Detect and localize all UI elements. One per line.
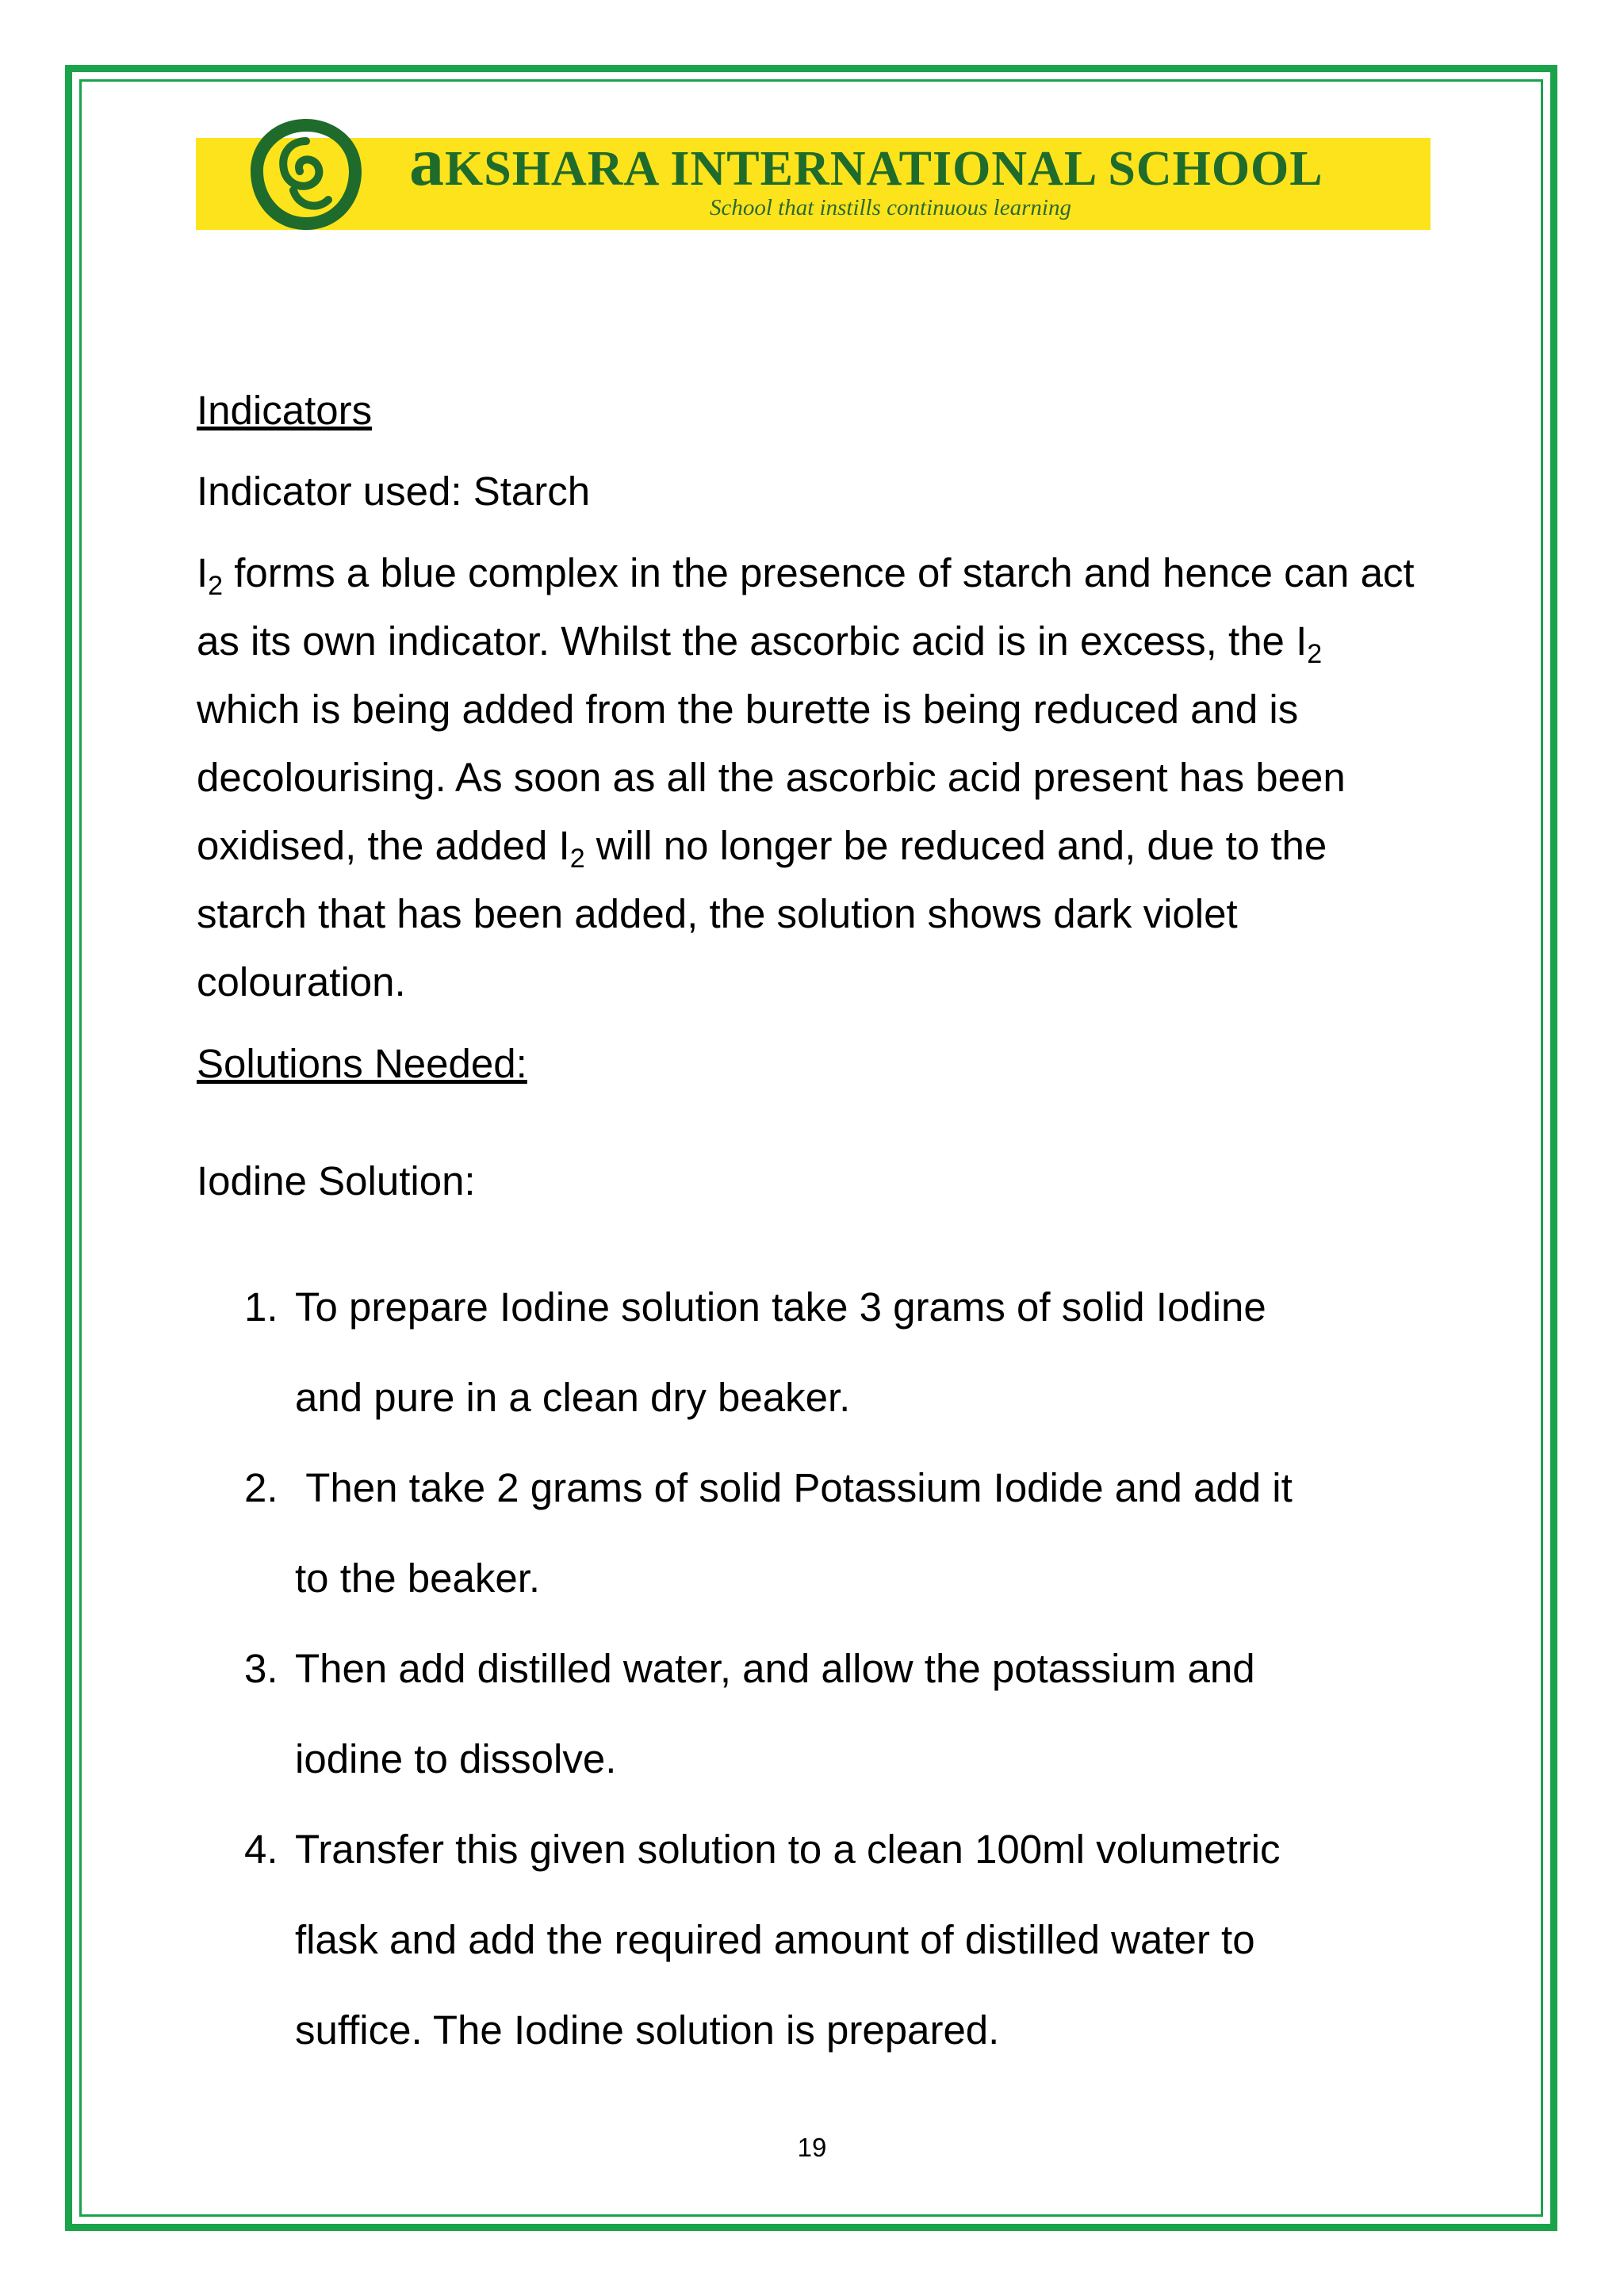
paragraph-text-3: will no longer be reduced and, due to the starch that has been added, the solution shows dark violet colouration. [197, 823, 1327, 1004]
list-item-line: to the beaker. [295, 1556, 541, 1601]
iodine-solution-label: Iodine Solution: [197, 1158, 476, 1203]
iodine-symbol: I [197, 550, 209, 595]
list-item-number: 3. [244, 1646, 278, 1691]
subscript-2: 2 [569, 844, 585, 874]
list-item-line: suffice. The Iodine solution is prepared. [295, 2007, 1000, 2053]
list-item-number: 1. [244, 1284, 278, 1330]
indicator-used-line: Indicator used: Starch [197, 469, 591, 514]
indicator-paragraph [197, 539, 1434, 1016]
list-item-line: Then take 2 grams of solid Potassium Iodide and add it [295, 1465, 1293, 1510]
subscript-2: 2 [208, 571, 224, 601]
list-item-line: flask and add the required amount of distilled water to [295, 1917, 1255, 1962]
paragraph-text-1: forms a blue complex in the presence of starch and hence can act as its own indicator. Whilst the ascorbic acid is in excess, the I [197, 550, 1415, 664]
list-item-number: 2. [244, 1465, 278, 1510]
list-item-line: Then add distilled water, and allow the potassium and [295, 1646, 1255, 1691]
list-item [197, 1624, 1434, 1804]
page-number: 19 [797, 2133, 827, 2162]
list-item-number: 4. [244, 1827, 278, 1872]
school-name-text: KSHARA INTERNATIONAL SCHOOL [445, 142, 1323, 196]
school-tagline: School that instills continuous learning [710, 195, 1071, 220]
list-item [197, 1804, 1434, 2076]
school-name [409, 124, 1323, 201]
indicators-heading: Indicators [197, 388, 373, 433]
solutions-heading: Solutions Needed: [197, 1041, 527, 1086]
steps-list [197, 1262, 1434, 2076]
subscript-2: 2 [1307, 639, 1323, 669]
list-item-line: Transfer this given solution to a clean 100ml volumetric [295, 1827, 1281, 1872]
list-item [197, 1443, 1434, 1624]
akshara-logo-icon [246, 114, 366, 235]
list-item [197, 1262, 1434, 1443]
list-item-line: iodine to dissolve. [295, 1736, 617, 1781]
page-content [197, 377, 1434, 2076]
list-item-line: and pure in a clean dry beaker. [295, 1375, 851, 1420]
list-item-line: To prepare Iodine solution take 3 grams of solid Iodine [295, 1284, 1266, 1330]
paragraph-text-2: which is being added from the burette is being reduced and is decolourising. As soon as all the ascorbic acid present has been oxidised, the added I [197, 687, 1346, 868]
school-name-initial: a [409, 124, 445, 201]
